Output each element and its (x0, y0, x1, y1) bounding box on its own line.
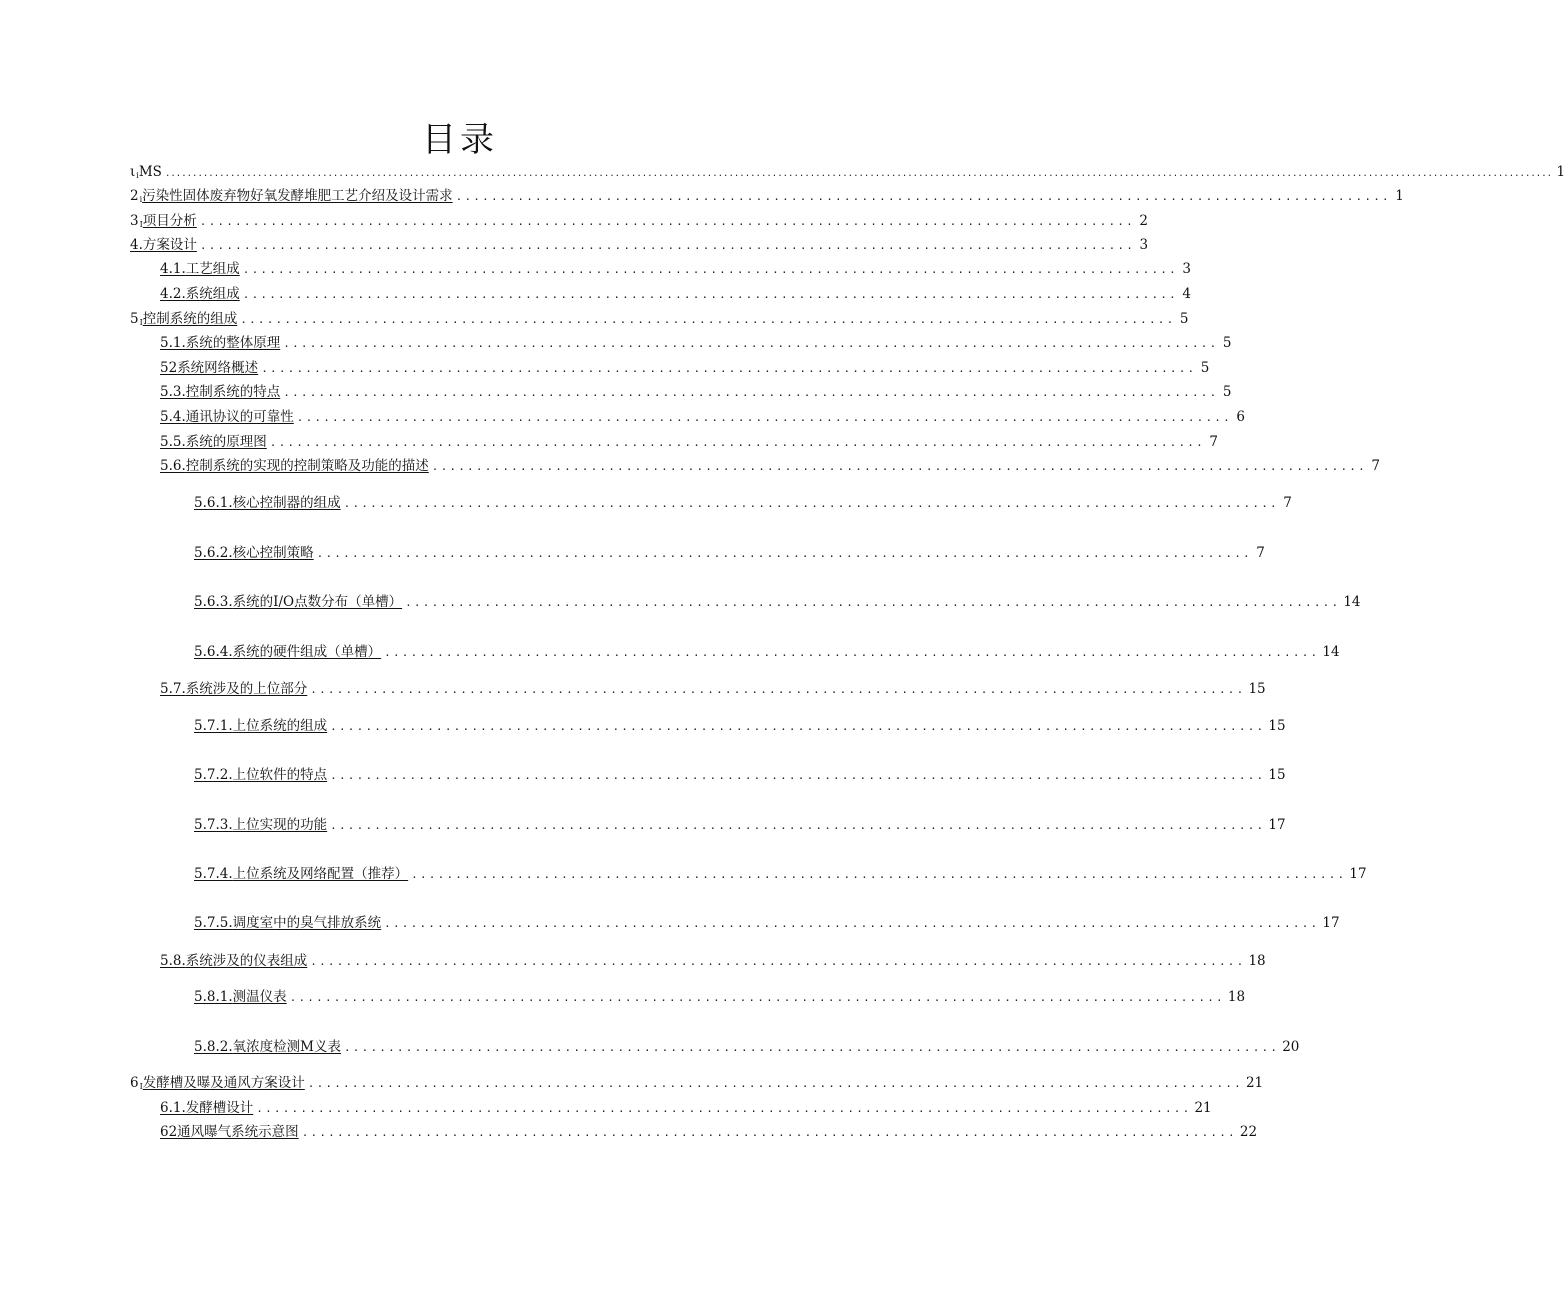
toc-entry-2[interactable] (130, 186, 1404, 206)
toc-entry-page: 1 (1395, 188, 1404, 204)
toc-entry-number: $\iota_i$ (130, 164, 139, 180)
toc-entry-label: 6.1.发酵槽设计 (160, 1100, 254, 1116)
leader-dots: .......................................................................................................... (261, 362, 1197, 375)
toc-entry-6[interactable] (130, 1073, 1264, 1093)
toc-entry-number: 5.7.3. (194, 817, 233, 833)
toc-entry-label: 系统网络概述 (177, 360, 259, 376)
toc-entry-number: 4. (130, 237, 143, 253)
toc-entry-label: 核心控制策略 (232, 545, 314, 561)
toc-entry-page: 4 (1182, 286, 1191, 302)
toc-entry-5-8[interactable] (160, 951, 1266, 971)
toc-entry-number: $5_I$ (130, 311, 143, 327)
toc-entry-6-1[interactable] (160, 1098, 1212, 1118)
toc-entry-5[interactable] (130, 309, 1189, 329)
toc-entry-5-6-2[interactable] (194, 543, 1265, 563)
leader-dots: .......................................................................................................... (455, 190, 1391, 203)
leader-dots: .......................................................................................................... (384, 646, 1320, 659)
toc-entry-label: 核心控制器的组成 (232, 495, 341, 511)
toc-entry-number: 4.2. (160, 286, 186, 302)
toc-entry-page: 20 (1282, 1039, 1300, 1055)
toc-entry-label: 系统的硬件组成（单槽） (232, 644, 382, 660)
toc-entry-number: 5.7.4. (194, 866, 233, 882)
toc-entry-4-1[interactable] (160, 259, 1191, 279)
leader-dots: .......................................................................................................... (431, 460, 1367, 473)
toc-entry-number: $2_i$ (130, 188, 143, 204)
leader-dots: .......................................................................................................... (330, 720, 1266, 733)
toc-entry-number: 5.6.3. (194, 594, 233, 610)
toc-entry-page: 5 (1222, 384, 1232, 400)
toc-entry-number: 5.3. (160, 384, 186, 400)
toc-entry-label: 通讯协议的可靠性 (185, 409, 294, 425)
leader-dots: .......................................................................................................... (310, 955, 1246, 968)
toc-entry-label: MS (138, 164, 162, 180)
toc-entry-label: 系统的原理图 (185, 434, 267, 450)
leader-dots: .......................................................................................................... (316, 547, 1252, 560)
toc-entry-label: 工艺组成 (185, 261, 240, 277)
toc-entry-5-2[interactable] (160, 358, 1210, 378)
toc-entry-page: 18 (1248, 953, 1266, 969)
leader-dots: ................................................................................................................................................................................................................................................................ (164, 169, 1553, 179)
toc-entry-5-5[interactable] (160, 432, 1218, 452)
toc-entry-5-1[interactable] (160, 333, 1232, 353)
toc-entry-number: $6_I$ (130, 1075, 143, 1091)
toc-entry-label: 调度室中的臭气排放系统 (232, 915, 382, 931)
toc-entry-5-7-2[interactable] (194, 765, 1286, 785)
toc-entry-label: 方案设计 (142, 237, 197, 253)
leader-dots: .......................................................................................................... (240, 313, 1176, 326)
toc-entry-number: $3_I$ (130, 213, 143, 229)
toc-entry-number: 5.7.1. (194, 718, 233, 734)
leader-dots: .......................................................................................................... (283, 386, 1219, 399)
leader-dots: .......................................................................................................... (307, 1077, 1243, 1090)
leader-dots: .......................................................................................................... (289, 991, 1225, 1004)
toc-entry-5-6-1[interactable] (194, 493, 1292, 513)
toc-entry-page: 17 (1268, 817, 1286, 833)
toc-entry-number: 5.7.5. (194, 915, 233, 931)
leader-dots: .......................................................................................................... (310, 683, 1246, 696)
toc-entry-5-3[interactable] (160, 382, 1232, 402)
toc-entry-label: 污染性固体废弃物好氧发酵堆肥工艺介绍及设计需求 (142, 188, 453, 204)
toc-entry-label: 测温仪表 (232, 989, 287, 1005)
toc-entry-5-7-1[interactable] (194, 716, 1286, 736)
toc-entry-4-2[interactable] (160, 284, 1191, 304)
toc-entry-5-6-3[interactable] (194, 592, 1361, 612)
leader-dots: .......................................................................................................... (269, 436, 1205, 449)
toc-entry-5-4[interactable] (160, 407, 1245, 427)
toc-entry-number: 5.4. (160, 409, 186, 425)
toc-entry-page: 21 (1245, 1075, 1264, 1091)
toc-entry-number: 5.1. (160, 335, 186, 351)
toc-entry-label: 上位软件的特点 (232, 767, 328, 783)
leader-dots: .......................................................................................................... (296, 411, 1232, 424)
toc-entry-label: 系统的I/O点数分布（单槽） (232, 594, 403, 610)
toc-entry-page: 14 (1322, 644, 1340, 660)
leader-dots: .......................................................................................................... (405, 596, 1341, 609)
toc-entry-page: 5 (1179, 311, 1189, 327)
toc-entry-page: 17 (1349, 866, 1367, 882)
toc-entry-number: 5.8.1. (194, 989, 233, 1005)
toc-entry-1[interactable] (130, 162, 1565, 182)
toc-entry-label: 上位实现的功能 (232, 817, 328, 833)
toc-entry-label: 项目分析 (142, 213, 197, 229)
leader-dots: .......................................................................................................... (301, 1126, 1237, 1139)
leader-dots: .......................................................................................................... (283, 337, 1219, 350)
toc-entry-label: 系统涉及的上位部分 (185, 681, 308, 697)
toc-entry-number: 5.6.1. (194, 495, 233, 511)
toc-entry-page: 7 (1209, 434, 1218, 450)
toc-entry-page: 7 (1256, 545, 1265, 561)
leader-dots: .......................................................................................................... (330, 819, 1266, 832)
toc-entry-page: 15 (1248, 681, 1266, 697)
leader-dots: .......................................................................................................... (242, 263, 1178, 276)
toc-entry-page: 5 (1200, 360, 1210, 376)
toc-entry-5-8-1[interactable] (194, 987, 1246, 1007)
toc-entry-number: 5.6. (160, 458, 186, 474)
toc-entry-page: 18 (1227, 989, 1246, 1005)
toc-entry-page: 1 (1556, 164, 1565, 180)
toc-entry-label: 发酵槽及曝及通风方案设计 (142, 1075, 305, 1091)
toc-entry-number: 5.5. (160, 434, 186, 450)
toc-entry-number: 5.6.2. (194, 545, 233, 561)
leader-dots: .......................................................................................................... (330, 769, 1266, 782)
toc-entry-5-8-2[interactable] (194, 1037, 1300, 1057)
toc-entry-page: 7 (1371, 458, 1380, 474)
toc-entry-5-6[interactable] (160, 456, 1380, 476)
toc-entry-page: 22 (1239, 1124, 1258, 1140)
toc-entry-page: 21 (1194, 1100, 1212, 1116)
toc-entry-label: 系统的整体原理 (185, 335, 281, 351)
toc-entry-number: 5.8.2. (194, 1039, 233, 1055)
toc-entry-page: 14 (1343, 594, 1361, 610)
toc-entry-label: 氧浓度检测M义表 (232, 1039, 341, 1055)
toc-entry-5-7[interactable] (160, 679, 1266, 699)
toc-entry-number: 5.8. (160, 953, 186, 969)
toc-entry-page: 7 (1283, 495, 1292, 511)
toc-entry-6-2[interactable] (160, 1122, 1258, 1142)
leader-dots: .......................................................................................................... (343, 497, 1279, 510)
leader-dots: .......................................................................................................... (242, 288, 1178, 301)
toc-entry-label: 控制系统的组成 (142, 311, 238, 327)
toc-entry-label: 上位系统及网络配置（推荐） (232, 866, 409, 882)
page-title: 目录 (422, 120, 498, 160)
toc-entry-label: 系统组成 (185, 286, 240, 302)
toc-entry-5-7-5[interactable] (194, 913, 1340, 933)
toc-entry-number: 5.7.2. (194, 767, 233, 783)
toc-entry-label: 62通风曝气系统示意图 (160, 1124, 299, 1140)
leader-dots: .......................................................................................................... (343, 1041, 1280, 1054)
toc-entry-3[interactable] (130, 211, 1148, 231)
toc-entry-4[interactable] (130, 235, 1149, 255)
toc-entry-label: 上位系统的组成 (232, 718, 328, 734)
toc-entry-number: 5.6.4. (194, 644, 233, 660)
toc-entry-page: 6 (1236, 409, 1245, 425)
toc-entry-page: 2 (1139, 213, 1148, 229)
toc-entry-number: 52 (160, 360, 178, 376)
toc-entry-page: 3 (1139, 237, 1149, 253)
toc-entry-page: 15 (1268, 767, 1286, 783)
leader-dots: .......................................................................................................... (199, 215, 1135, 228)
toc-entry-number: 4.1. (160, 261, 186, 277)
leader-dots: .......................................................................................................... (384, 917, 1320, 930)
toc-entry-5-7-4[interactable] (194, 864, 1367, 884)
leader-dots: .......................................................................................................... (199, 239, 1136, 252)
toc-entry-5-6-4[interactable] (194, 642, 1340, 662)
toc-entry-page: 17 (1322, 915, 1340, 931)
toc-entry-label: 系统涉及的仪表组成 (185, 953, 308, 969)
toc-entry-5-7-3[interactable] (194, 815, 1286, 835)
leader-dots: .......................................................................................................... (411, 868, 1347, 881)
toc-entry-page: 15 (1268, 718, 1286, 734)
toc-entry-page: 5 (1222, 335, 1232, 351)
toc-entry-label: 控制系统的实现的控制策略及功能的描述 (185, 458, 429, 474)
leader-dots: .......................................................................................................... (256, 1102, 1192, 1115)
toc-entry-label: 控制系统的特点 (185, 384, 281, 400)
toc-entry-page: 3 (1182, 261, 1191, 277)
toc-entry-number: 5.7. (160, 681, 186, 697)
